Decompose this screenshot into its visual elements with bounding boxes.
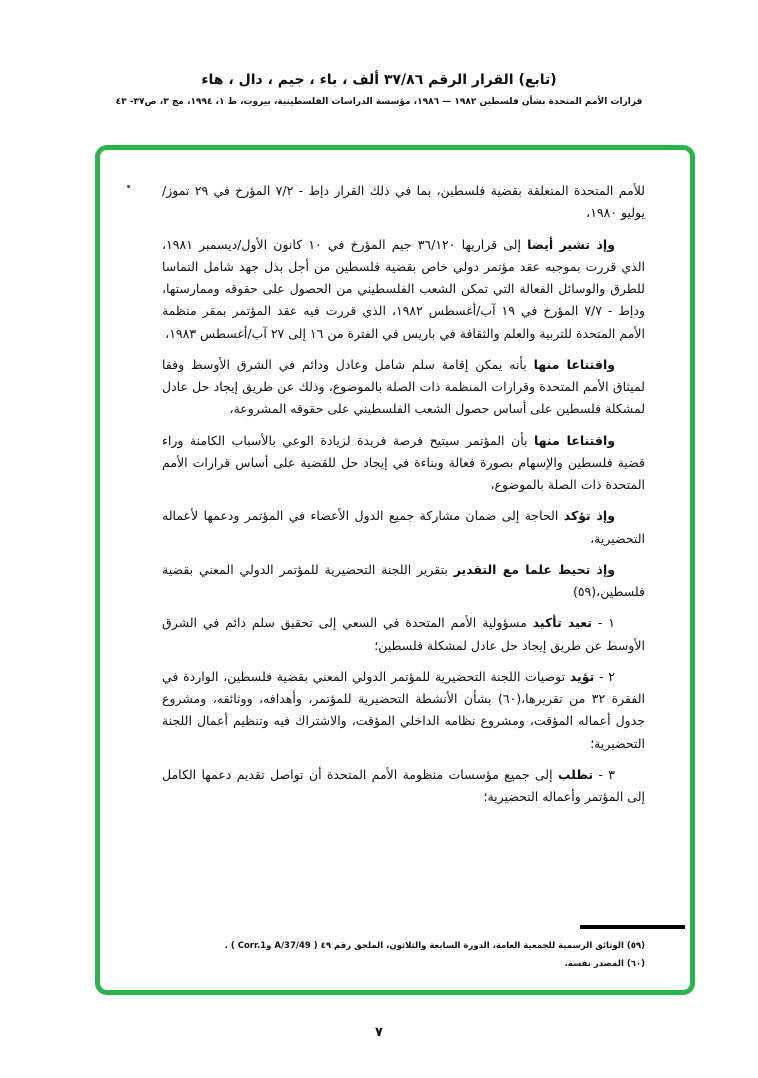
operative-paragraph (162, 612, 645, 657)
paragraph-text: بأنه يمكن إقامة سلم شامل وعادل ودائم في الشرق الأوسط وفقا لميثاق الأمم المتحدة وقرارات المنظمة ذات الصلة بالموضوع، وذلك عن طريق إيجاد حل عادل لمشكلة فلسطين على أساس حصول الشعب الفلسطيني على حقوقه المشروعة، (162, 356, 645, 417)
body-paragraph (162, 234, 645, 345)
document-frame (95, 145, 695, 995)
body-paragraph (162, 430, 645, 497)
paragraph-lead: وإذ تحيط علما مع التقدير (453, 561, 616, 577)
resolution-title: (تابع) القرار الرقم ٣٧/٨٦ ألف ، باء ، جيم ، دال ، هاء (201, 72, 557, 88)
page-header (0, 72, 758, 107)
body-paragraph (162, 354, 645, 421)
page-number: ٧ (375, 1025, 383, 1040)
paragraph-number: ٣ - (593, 766, 615, 782)
paragraph-number: ١ - (592, 615, 615, 631)
operative-paragraph (162, 666, 645, 755)
paragraph-text: بأن المؤتمر سيتيح فرصة فريدة لزيادة الوعي بالأسباب الكامنة وراء قضية فلسطين والإسهام بصورة فعالة وبناءة في إيجاد حل للقضية على أساس قرارات الأمم المتحدة ذات الصلة بالموضوع، (162, 432, 645, 492)
paragraph-lead: واقتناعا منها (533, 356, 616, 372)
paragraph-text: مسؤولية الأمم المتحدة في السعي إلى تحقيق سلم دائم في الشرق الأوسط عن طريق إيجاد حل عادل لمشكلة فلسطين؛ (162, 615, 645, 653)
footnote-59: (٥٩) الوثائق الرسمية للجمعية العامة، الدورة السابعة والثلاثون، الملحق رقم ٤٩ ( A/37/49 وCorr.1 ) . (224, 941, 645, 952)
paragraph-text: توصيات اللجنة التحضيرية للمؤتمر الدولي المعني بقضية فلسطين، الواردة في الفقرة ٣٢ من تقريرها،(٦٠) بشأن الأنشطة التحضيرية للمؤتمر، وأهدافه، ووثائقه، ومشروع جدول أعماله المؤقت، ومشروع نظامه الداخلي المؤقت، والاشتراك فيه وتنظيم أعمال اللجنة التحضيرية؛ (162, 668, 645, 751)
paragraph-text: بتقرير اللجنة التحضيرية للمؤتمر الدولي المعني بقضية فلسطين،(٥٩) (162, 561, 645, 599)
footnote-60: (٦٠) المصدر نفسه. (564, 959, 645, 970)
footnote-separator (580, 925, 685, 929)
paragraph-lead: وإذ تشير أيضا (527, 236, 615, 252)
body-paragraph (162, 505, 645, 550)
paragraph-lead: وإذ تؤكد (563, 508, 615, 524)
source-citation: قرارات الأمم المتحدة بشأن فلسطين ١٩٨٢ — ١٩٨٦، مؤسسة الدراسات الفلسطينية، بيروت، ط ١، ١٩٩٤، مج ٣، ص٣٧- ٤٣ (115, 97, 643, 107)
paragraph-lead: تطلب (557, 766, 594, 782)
paragraph-text: إلى قراريها ٣٦/١٢٠ جيم المؤرخ في ١٠ كانون الأول/ديسمبر ١٩٨١، الذي قررت بموجبه عقد مؤتمر دولي خاص بقضية فلسطين من أجل بذل جهد شامل التماسا للطرق والوسائل الفعالة التي تمكن الشعب الفلسطيني من الحصول على حقوقه وممارستها، ودإط - ٧/٧ المؤرخ في ١٩ آب/أغسطس ١٩٨٢، الذي قررت فيه عقد المؤتمر بمقر منظمة الأمم المتحدة للتربية والعلم والثقافة في باريس في الفترة من ١٦ إلى ٢٧ آب/أغسطس ١٩٨٣، (162, 236, 645, 341)
footnote-section (155, 925, 645, 974)
paragraph-text: الحاجة إلى ضمان مشاركة جميع الدول الأعضاء في المؤتمر ودعمها لأعماله التحضيرية، (162, 508, 645, 546)
paragraph-text: إلى جميع مؤسسات منظومة الأمم المتحدة أن تواصل تقديم دعمها الكامل إلى المؤتمر وأعماله التحضيرية؛ (162, 766, 645, 804)
paragraph-lead: واقتناعا منها (533, 432, 615, 448)
resolution-body (162, 180, 645, 870)
paragraph-lead: تعيد تأكيد (532, 615, 592, 631)
operative-paragraph (162, 764, 645, 809)
body-paragraph (162, 180, 645, 225)
body-paragraph (162, 559, 645, 604)
paragraph-lead: تؤيد (569, 668, 595, 684)
paragraph-text: للأمم المتحدة المتعلقة بقضية فلسطين، بما في ذلك القرار دإط - ٧/٢ المؤرخ في ٢٩ تموز/يوليو ١٩٨٠، (162, 183, 645, 221)
paragraph-number: ٢ - (594, 668, 615, 684)
